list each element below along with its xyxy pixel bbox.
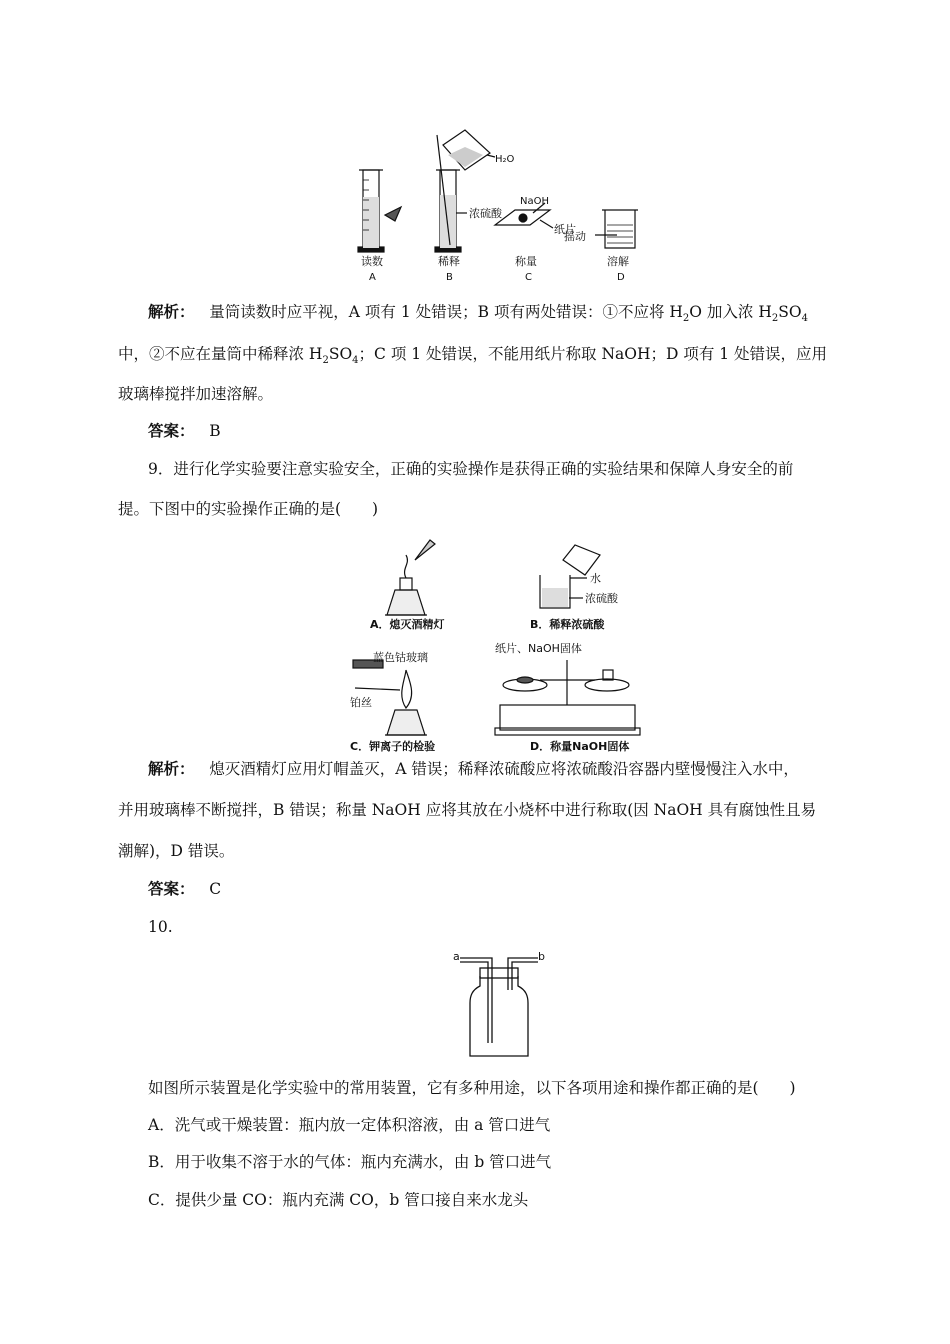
q9-fig-platinum: 铂丝 (350, 696, 372, 709)
q10-option-a: A．洗气或干燥装置：瓶内放一定体积溶液，由 a 管口进气 (148, 1116, 551, 1134)
q9-stem-line-2: 提。下图中的实验操作正确的是( ) (118, 500, 379, 518)
q10-option-b: B．用于收集不溶于水的气体：瓶内充满水，由 b 管口进气 (148, 1153, 552, 1171)
q8-answer-label: 答案： (148, 422, 195, 440)
q10-fig-label-a: a (453, 950, 460, 963)
q10-stem: 如图所示装置是化学实验中的常用装置，它有多种用途，以下各项用途和操作都正确的是( ) (148, 1079, 796, 1097)
q8-analysis-line-1: 解析： 量筒读数时应平视，A 项有 1 处错误；B 项有两处错误：①不应将 $H_2O$ 加入浓 $H_2SO_4$ (148, 303, 808, 325)
q9-fig-cobalt: 蓝色钴玻璃 (373, 651, 428, 664)
fig1-caption-b-letter: B (446, 272, 453, 283)
fig1-caption-c: 称量 (515, 255, 537, 268)
fig1-caption-a: 读数 (361, 255, 383, 268)
q9-analysis-line-2: 并用玻璃棒不断搅拌，B 错误；称量 NaOH 应将其放在小烧杯中进行称取(因 NaOH 具有腐蚀性且易 (118, 801, 817, 819)
q9-answer-label: 答案： (148, 880, 195, 898)
q8-analysis-line-2: 中，②不应在量筒中稀释浓 $H_2SO_4$；C 项 1 处错误，不能用纸片称取 NaOH；D 项有 1 处错误，应用 (118, 345, 828, 367)
q9-analysis-line-3: 潮解)，D 错误。 (118, 842, 235, 860)
fig1-label-h2o: H₂O (495, 154, 515, 165)
q8-answer-value: B (209, 422, 221, 440)
q9-stem-line-1: 9．进行化学实验要注意实验安全，正确的实验操作是获得正确的实验结果和保障人身安全的前 (148, 460, 794, 478)
q8-analysis-label: 解析： (148, 303, 195, 321)
fig1-label-paper: 纸片 (554, 223, 576, 236)
q9-fig-caption-b: B．稀释浓硫酸 (530, 618, 605, 631)
fig1-caption-b: 稀释 (438, 255, 460, 268)
fig1-label-naoh: NaOH (520, 196, 549, 207)
q10-number: 10. (148, 918, 173, 936)
figure-q10-gas-bottle (450, 948, 550, 1058)
figure-q9-options (345, 530, 645, 755)
q9-answer (148, 878, 221, 900)
q10-option-c: C．提供少量 CO：瓶内充满 CO，b 管口接自来水龙头 (148, 1191, 529, 1209)
q8-answer (148, 420, 221, 442)
figure-1-operations (355, 125, 655, 285)
q9-fig-caption-a: A．熄灭酒精灯 (370, 618, 445, 631)
q9-analysis-line-1: 解析： 熄灭酒精灯应用灯帽盖灭，A 错误；稀释浓硫酸应将浓硫酸沿容器内壁慢慢注入水中， (148, 760, 799, 778)
fig1-caption-d: 溶解 (607, 255, 629, 268)
fig1-label-conc-acid: 浓硫酸 (469, 207, 502, 220)
q9-fig-paper-naoh: 纸片、NaOH固体 (495, 642, 582, 655)
q9-fig-caption-c: C．钾离子的检验 (350, 740, 436, 753)
q9-analysis-label: 解析： (148, 760, 195, 778)
q9-fig-water: 水 (590, 572, 601, 585)
q9-fig-caption-d: D．称量NaOH固体 (530, 740, 630, 753)
q10-fig-label-b: b (538, 950, 545, 963)
q9-answer-value: C (209, 880, 222, 898)
fig1-caption-a-letter: A (369, 272, 376, 283)
fig1-caption-d-letter: D (617, 272, 625, 283)
q9-fig-conc-acid: 浓硫酸 (585, 592, 618, 605)
fig1-caption-c-letter: C (525, 272, 532, 283)
q8-analysis-line-3: 玻璃棒搅拌加速溶解。 (118, 385, 274, 403)
fig1-label-shake: 摇动 (564, 230, 586, 243)
